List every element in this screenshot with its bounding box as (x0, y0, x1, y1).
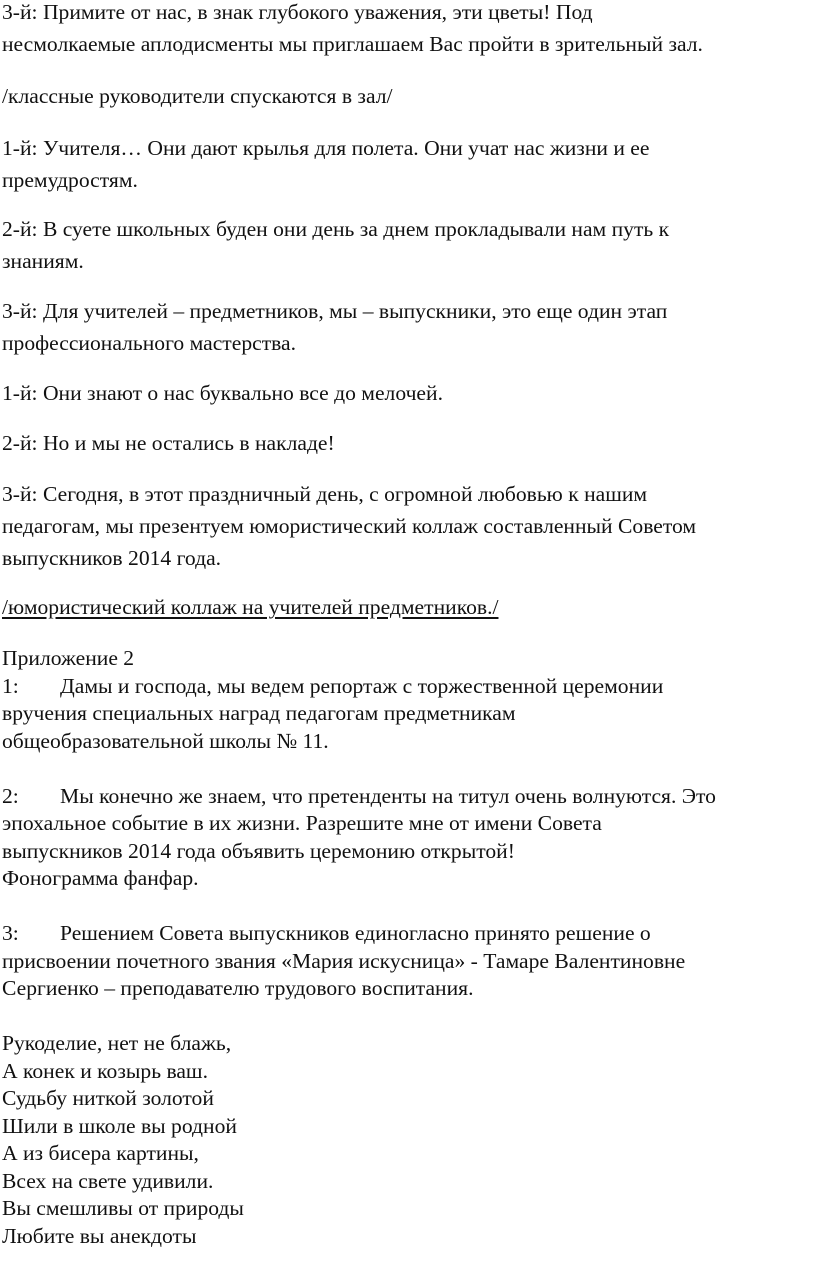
poem-line: Вы смешливы от природы (2, 1196, 244, 1220)
blank-line (2, 893, 716, 921)
text-line: Сергиенко – преподавателю трудового воспитания. (2, 976, 474, 1000)
paragraph-school-days (2, 214, 669, 278)
item-number: 2: (2, 783, 19, 808)
text-line: 1-й: Учителя… Они дают крылья для полета. Они учат нас жизни и ее (2, 136, 650, 160)
text-line: 2-й: В суете школьных буден они день за днем прокладывали нам путь к (2, 217, 670, 241)
blank-line (2, 1003, 716, 1031)
text-line: 3-й: Для учителей – предметников, мы – выпускники, это еще один этап (2, 299, 668, 323)
text-line: 3-й: Сегодня, в этот праздничный день, с огромной любовью к нашим (2, 482, 648, 506)
text-line: премудростям. (2, 167, 138, 192)
appendix-title: Приложение 2 (2, 646, 135, 670)
poem-line: Шили в школе вы родной (2, 1113, 237, 1138)
paragraph-teachers-wings (2, 133, 649, 197)
paragraph-they-know (2, 378, 443, 410)
paragraph-not-left-out (2, 428, 335, 460)
blank-line (2, 755, 716, 783)
text-line: /классные руководители спускаются в зал/ (2, 84, 393, 108)
text-line: 2-й: Но и мы не остались в накладе! (2, 431, 335, 455)
text-line: знаниям. (2, 248, 84, 273)
text-line: 1-й: Они знают о нас буквально все до мелочей. (2, 381, 443, 405)
stage-direction-teachers (2, 81, 393, 113)
poem-line: Рукоделие, нет не блажь, (2, 1031, 232, 1055)
text-line: выпускников 2014 года. (2, 545, 222, 570)
appendix-block (2, 645, 716, 1250)
item-text: Мы конечно же знаем, что претенденты на титул очень волнуются. Это (60, 783, 716, 808)
poem-line: Судьбу ниткой золотой (2, 1086, 214, 1110)
paragraph-flowers (2, 0, 703, 61)
text-line: выпускников 2014 года объявить церемонию открытой! (2, 838, 515, 863)
item-number: 3: (2, 921, 19, 945)
poem-line: Любите вы анекдоты (2, 1223, 197, 1248)
appendix-item-line (2, 783, 716, 811)
item-number: 1: (2, 673, 19, 698)
underlined-line: /юмористический коллаж на учителей предметников./ (2, 595, 499, 619)
appendix-item-line (2, 673, 716, 701)
text-line: профессионального мастерства. (2, 330, 297, 355)
text-line: педагогам, мы презентуем юмористический коллаж составленный Советом (2, 513, 697, 538)
text-line: несмолкаемые аплодисменты мы приглашаем Вас пройти в зрительный зал. (2, 31, 703, 56)
text-line: вручения специальных наград педагогам предметникам (2, 701, 516, 725)
text-line: общеобразовательной школы № 11. (2, 728, 329, 753)
text-line: 3-й: Примите от нас, в знак глубокого уважения, эти цветы! Под (2, 0, 593, 24)
stage-direction-collage (2, 592, 498, 624)
item-text: Дамы и господа, мы ведем репортаж с торжественной церемонии (60, 673, 664, 698)
poem-line: А из бисера картины, (2, 1141, 199, 1165)
poem-line: А конек и козырь ваш. (2, 1058, 208, 1083)
paragraph-collage-intro (2, 479, 696, 574)
item-text: Решением Совета выпускников единогласно принято решение о (60, 921, 651, 945)
poem-line: Всех на свете удивили. (2, 1168, 214, 1193)
appendix-item-line (2, 920, 716, 948)
text-line: эпохальное событие в их жизни. Разрешите мне от имени Совета (2, 811, 602, 835)
text-line: Фонограмма фанфар. (2, 866, 199, 890)
paragraph-subject-teachers (2, 296, 667, 360)
text-line: присвоении почетного звания «Мария искусница» - Тамаре Валентиновне (2, 948, 686, 973)
